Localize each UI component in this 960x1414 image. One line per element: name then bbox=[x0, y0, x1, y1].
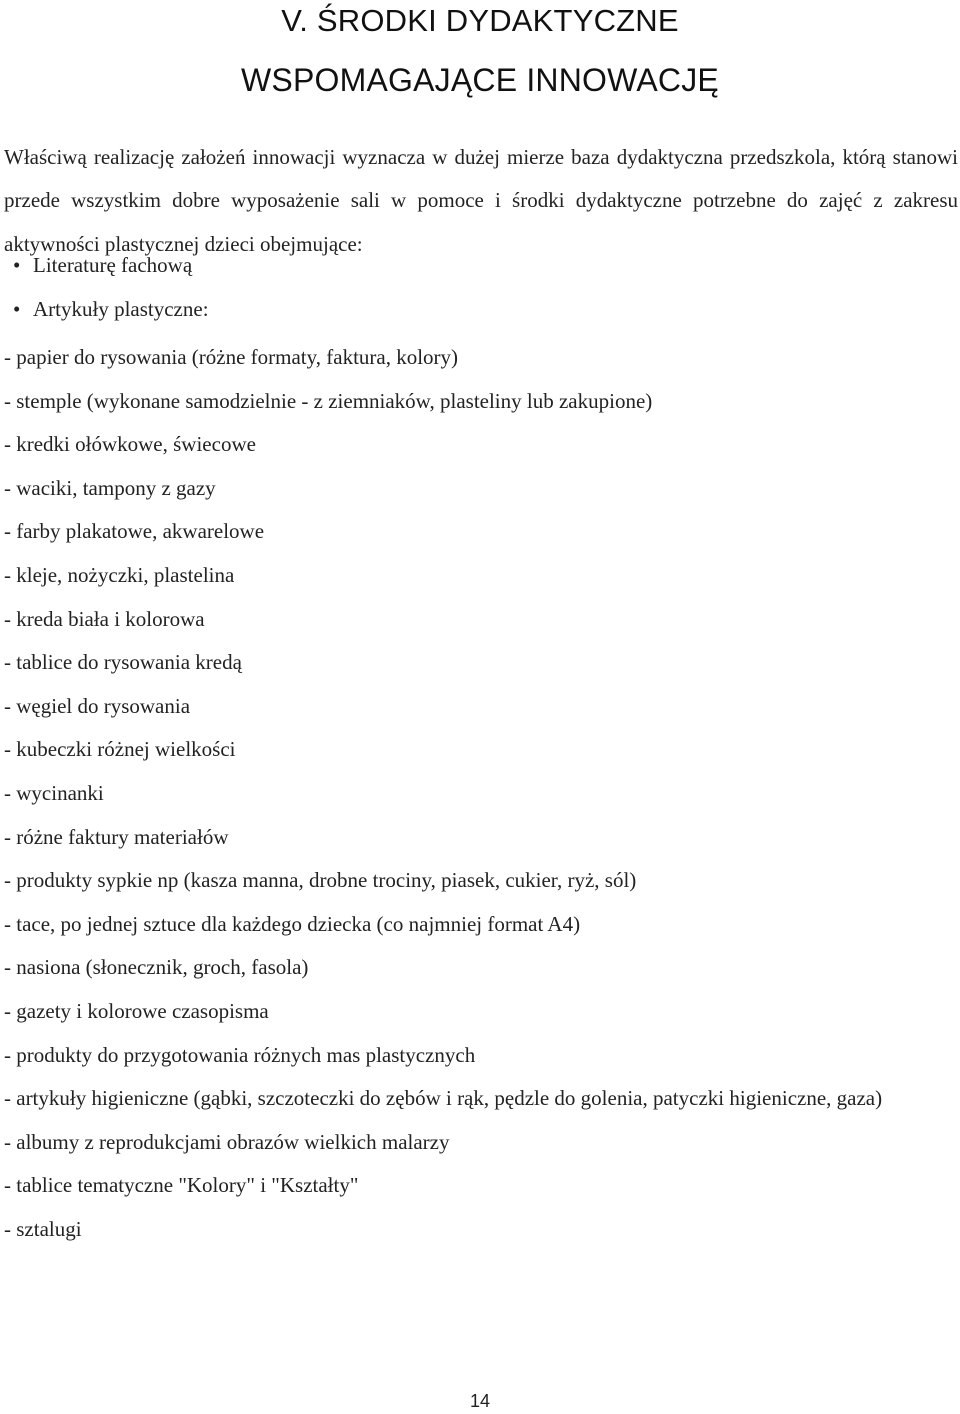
bullet-label: Literaturę fachową bbox=[33, 253, 193, 277]
intro-paragraph: Właściwą realizację założeń innowacji wyznacza w dużej mierze baza dydaktyczna przedszkola, którą stanowi przede wszystkim dobre wyposażenie sali w pomoce i środki dydaktyczne potrzebne do zajęć z zakresu aktywności plastycznej dzieci obejmujące: bbox=[4, 145, 958, 256]
list-item: - sztalugi bbox=[4, 1216, 82, 1241]
list-item: - gazety i kolorowe czasopisma bbox=[4, 998, 269, 1023]
bullet-item-art-supplies bbox=[13, 294, 209, 324]
list-item: - albumy z reprodukcjami obrazów wielkich malarzy bbox=[4, 1129, 450, 1154]
page-title-line-2: WSPOMAGAJĄCE INNOWACJĘ bbox=[241, 62, 719, 98]
bullet-label: Artykuły plastyczne: bbox=[33, 297, 209, 321]
list-item: - wycinanki bbox=[4, 780, 104, 805]
list-item: - kubeczki różnej wielkości bbox=[4, 737, 236, 762]
list-item: - kleje, nożyczki, plastelina bbox=[4, 562, 235, 587]
list-item: - tablice do rysowania kredą bbox=[4, 650, 242, 675]
list-item: - węgiel do rysowania bbox=[4, 693, 191, 718]
list-item: - produkty sypkie np (kasza manna, drobne trociny, piasek, cukier, ryż, sól) bbox=[4, 868, 637, 893]
list-item: - tace, po jednej sztuce dla każdego dziecka (co najmniej format A4) bbox=[4, 911, 581, 936]
list-item: - produkty do przygotowania różnych mas plastycznych bbox=[4, 1042, 476, 1067]
list-item: - nasiona (słonecznik, groch, fasola) bbox=[4, 955, 309, 980]
bullet-icon: • bbox=[13, 297, 21, 321]
list-item: - farby plakatowe, akwarelowe bbox=[4, 519, 265, 544]
list-item: - artykuły higieniczne (gąbki, szczoteczki do zębów i rąk, pędzle do golenia, patyczki higieniczne, gaza) bbox=[4, 1086, 883, 1111]
page-title-line-1: V. ŚRODKI DYDAKTYCZNE bbox=[281, 3, 679, 38]
list-item: - różne faktury materiałów bbox=[4, 824, 229, 849]
list-item: - waciki, tampony z gazy bbox=[4, 475, 216, 500]
list-item: - kreda biała i kolorowa bbox=[4, 606, 205, 631]
page-number: 14 bbox=[469, 1391, 491, 1411]
list-item: - kredki ołówkowe, świecowe bbox=[4, 432, 256, 457]
supplies-list bbox=[4, 336, 958, 1251]
bullet-icon: • bbox=[13, 253, 21, 277]
list-item: - stemple (wykonane samodzielnie - z ziemniaków, plasteliny lub zakupione) bbox=[4, 388, 653, 413]
list-item: - tablice tematyczne "Kolory" i "Kształty" bbox=[4, 1173, 359, 1198]
bullet-item-literature bbox=[13, 250, 192, 280]
list-item: - papier do rysowania (różne formaty, faktura, kolory) bbox=[4, 345, 459, 369]
